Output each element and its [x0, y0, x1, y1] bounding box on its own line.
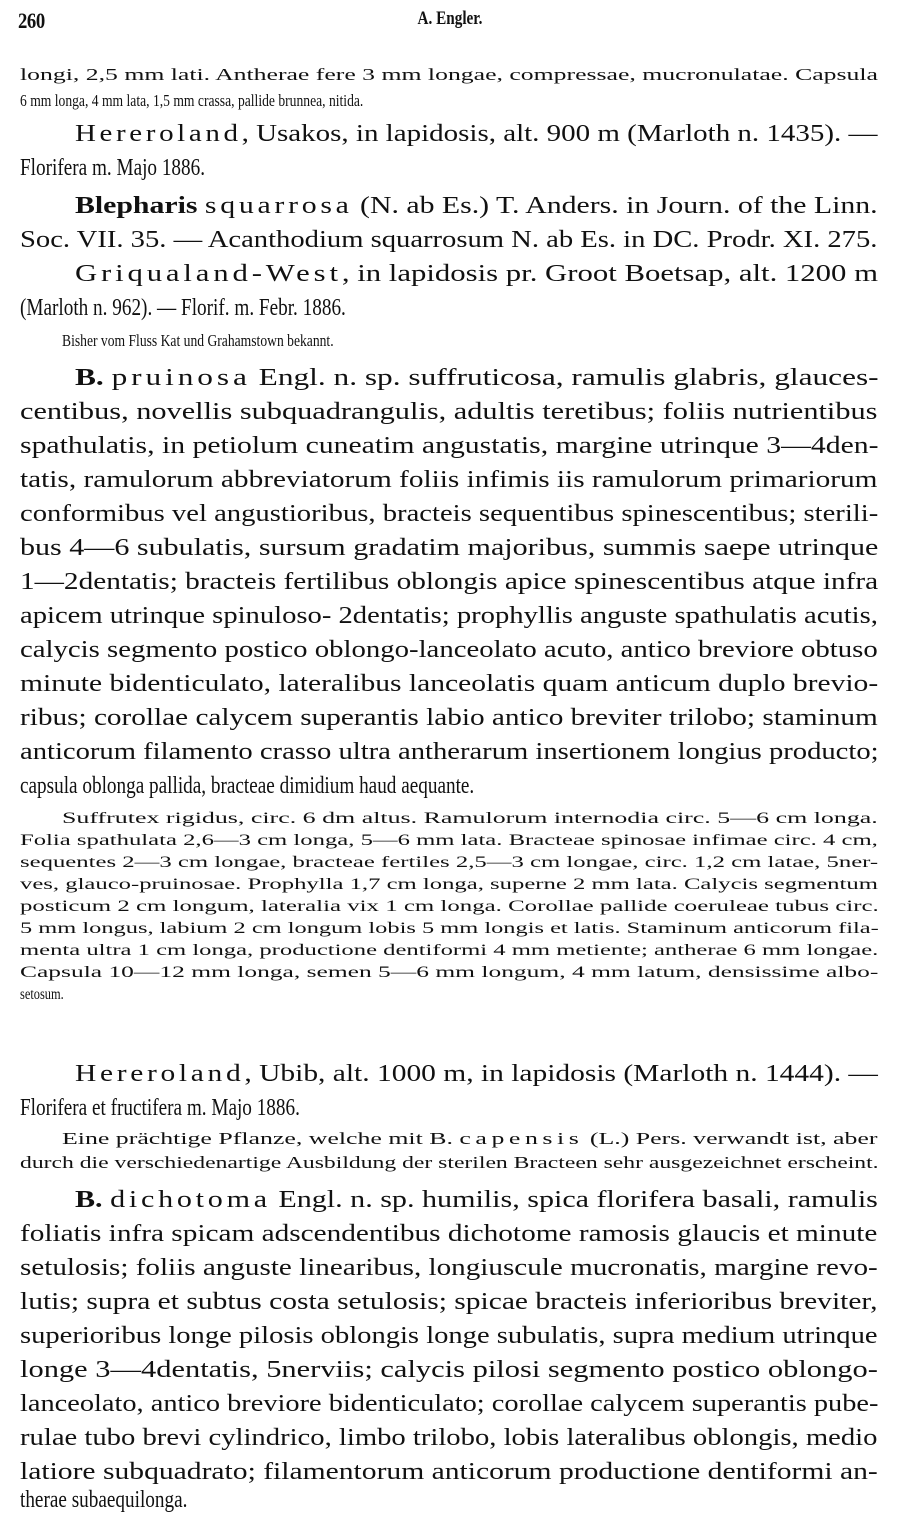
- locality-name: Hereroland: [75, 1061, 245, 1087]
- text-line: 6 mm longa, 4 mm lata, 1,5 mm crassa, pallide brunnea, nitida.: [20, 91, 364, 110]
- note-line: Suffrutex rigidus, circ. 6 dm altus. Ramulorum internodia circ. 5—6 cm longa.: [62, 810, 878, 827]
- text-line: superioribus longe pilosis oblongis longe subulatis, supra medium utrinque: [20, 1323, 878, 1349]
- note-line: Folia spathulata 2,6—3 cm longa, 5—6 mm lata. Bracteae spinosae infimae circ. 4 cm,: [20, 832, 878, 849]
- text-line: latiore subquadrato; filamentorum anticorum productione dentiformi an-: [20, 1459, 878, 1485]
- species-heading: B. pruinosa Engl. n. sp. suffruticosa, ramulis glabris, glauces-: [75, 365, 879, 391]
- locality-name: Griqualand-West: [75, 261, 342, 287]
- text-line: Soc. VII. 35. — Acanthodium squarrosum N. ab Es. in DC. Prodr. XI. 275.: [20, 227, 878, 253]
- text-line: ribus; corollae calycem superantis labio antico breviter trilobo; staminum: [20, 705, 878, 731]
- species-epithet: squarrosa: [204, 193, 353, 219]
- text-line: (Marloth n. 962). — Florif. m. Febr. 1886.: [20, 295, 346, 321]
- text-line: Florifera et fructifera m. Majo 1886.: [20, 1095, 300, 1121]
- text-line: centibus, novellis subquadrangulis, adultis teretibus; foliis nutrientibus: [20, 399, 878, 425]
- text-line: longe 3—4dentatis, 5nerviis; calycis pilosi segmento postico oblongo-: [20, 1357, 878, 1383]
- text-line: apicem utrinque spinuloso- 2dentatis; prophyllis anguste spathulatis acutis,: [20, 603, 878, 629]
- genus-name: B.: [75, 365, 104, 391]
- species-epithet: pruinosa: [111, 365, 251, 391]
- note-line: menta ultra 1 cm longa, productione dentiformi 4 mm metiente; antherae 6 mm longae.: [20, 942, 879, 959]
- text-line: spathulatis, in petiolum cuneatim angustatis, margine utrinque 3—4den-: [20, 433, 879, 459]
- text-line: calycis segmento postico oblongo-lanceolato acuto, antico breviore obtuso: [20, 637, 878, 663]
- note-line: Bisher vom Fluss Kat und Grahamstown bekannt.: [62, 331, 334, 350]
- note-line: durch die verschiedenartige Ausbildung der sterilen Bracteen sehr ausgezeichnet erscheint.: [20, 1153, 879, 1172]
- note-line: posticum 2 cm longum, lateralia vix 1 cm longa. Corollae pallide coeruleae tubus circ.: [20, 898, 879, 915]
- text-line: Florifera m. Majo 1886.: [20, 155, 206, 181]
- text-line: anticorum filamento crasso ultra antherarum insertionem longius producto;: [20, 739, 879, 765]
- note-line: ves, glauco-pruinosae. Prophylla 1,7 cm longa, superne 2 mm lata. Calycis segmentum: [20, 876, 878, 893]
- locality-line: Hereroland, Ubib, alt. 1000 m, in lapidosis (Marloth n. 1444). —: [75, 1061, 878, 1087]
- text-line: 1—2dentatis; bracteis fertilibus oblongis apice spinescentibus atque infra: [20, 569, 879, 595]
- text-line: rulae tubo brevi cylindrico, limbo trilobo, lobis lateralibus oblongis, medio: [20, 1425, 878, 1451]
- text-line: tatis, ramulorum abbreviatorum foliis infimis iis ramulorum primariorum: [20, 467, 878, 493]
- genus-name: Blepharis: [75, 193, 198, 219]
- species-heading: B. dichotoma Engl. n. sp. humilis, spica florifera basali, ramulis: [75, 1187, 878, 1213]
- text-line: therae subaequilonga.: [20, 1487, 188, 1513]
- locality-line: Griqualand-West, in lapidosis pr. Groot Boetsap, alt. 1200 m: [75, 261, 879, 287]
- text-line: conformibus vel angustioribus, bracteis sequentibus spinescentibus; sterili-: [20, 501, 879, 527]
- locality-line: Hereroland, Usakos, in lapidosis, alt. 900 m (Marloth n. 1435). —: [75, 121, 878, 147]
- page-number: 260: [18, 8, 45, 33]
- note-line: Eine prächtige Pflanze, welche mit B. capensis (L.) Pers. verwandt ist, aber: [62, 1129, 878, 1148]
- note-line: 5 mm longus, labium 2 cm longum lobis 5 mm longis et latis. Staminum anticorum fila-: [20, 920, 879, 937]
- text-line: lanceolato, antico breviore bidenticulato; corollae calycem superantis pube-: [20, 1391, 879, 1417]
- text-line: longi, 2,5 mm lati. Antherae fere 3 mm longae, compressae, mucronulatae. Capsula: [20, 65, 878, 84]
- running-head: A. Engler.: [417, 8, 483, 29]
- species-epithet: capensis: [459, 1129, 584, 1148]
- note-line: Capsula 10—12 mm longa, semen 5—6 mm longum, 4 mm latum, densissime albo-: [20, 964, 879, 981]
- text-line: foliatis infra spicam adscendentibus dichotome ramosis glaucis et minute: [20, 1221, 878, 1247]
- text-line: capsula oblonga pallida, bracteae dimidium haud aequante.: [20, 773, 475, 799]
- genus-name: B.: [75, 1187, 103, 1213]
- text-line: minute bidenticulato, lateralibus lanceolatis quam anticum duplo brevio-: [20, 671, 879, 697]
- locality-name: Hereroland: [75, 121, 242, 147]
- species-heading: Blepharis squarrosa (N. ab Es.) T. Anders. in Journ. of the Linn.: [75, 193, 878, 219]
- note-line: sequentes 2—3 cm longae, bracteae fertiles 2,5—3 cm longae, circ. 1,2 cm latae, 5ner-: [20, 854, 879, 871]
- text-line: lutis; supra et subtus costa setulosis; spicae bracteis inferioribus breviter,: [20, 1289, 878, 1315]
- species-epithet: dichotoma: [110, 1187, 271, 1213]
- text-line: setulosis; foliis anguste linearibus, longiuscule mucronatis, margine revo-: [20, 1255, 878, 1281]
- note-line: setosum.: [20, 986, 64, 1003]
- text-line: bus 4—6 subulatis, sursum gradatim majoribus, summis saepe utrinque: [20, 535, 879, 561]
